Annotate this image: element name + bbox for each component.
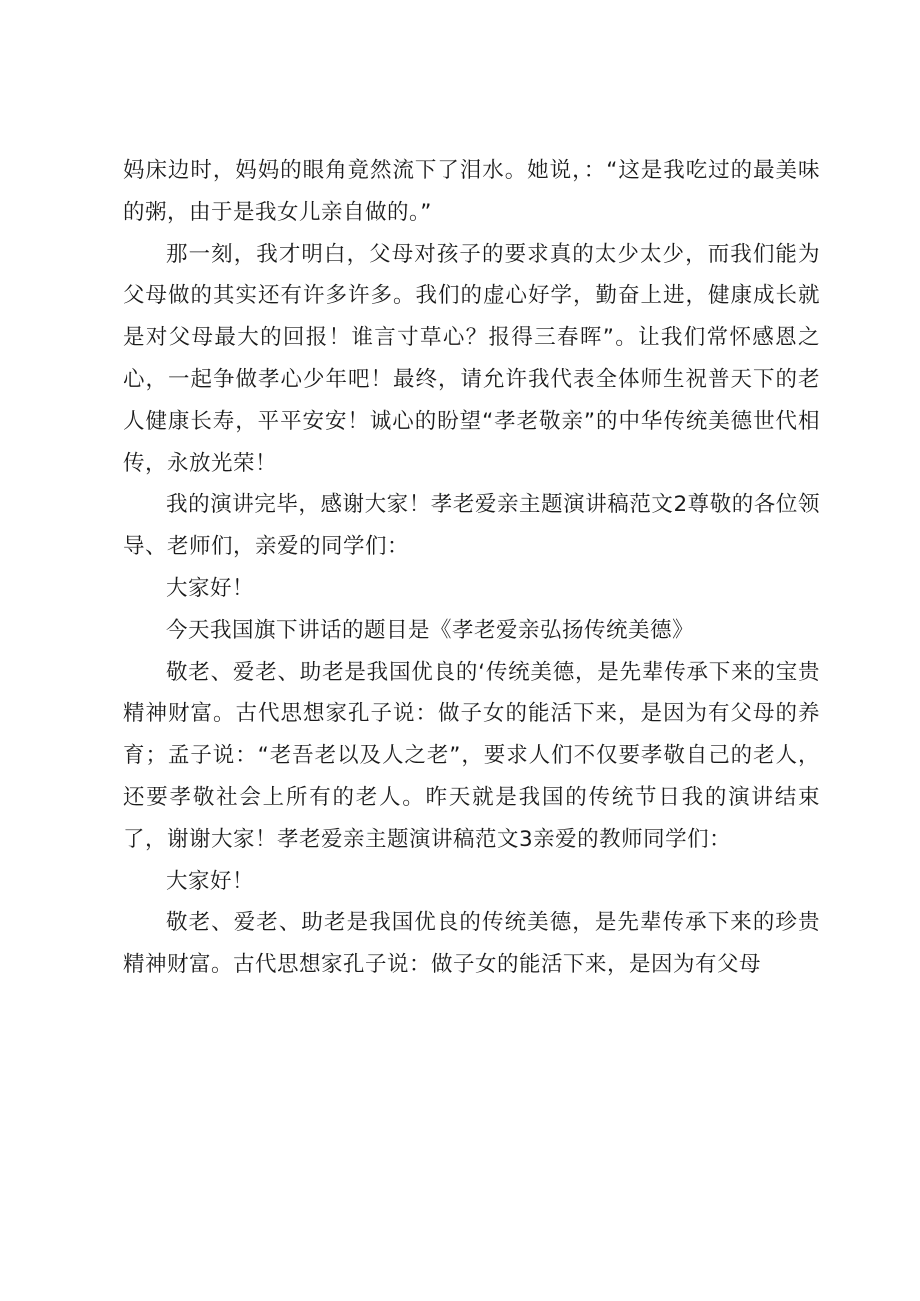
- paragraph-7: 大家好！: [166, 868, 255, 894]
- document-body: [123, 150, 820, 986]
- paragraph-6: 敬老、爱老、助老是我国优良的‘传统美德，是先辈传承下来的宝贵精神财富。古代思想家孔子说：做子女的能活下来，是因为有父母的养育；孟子说：“老吾老以及人之老”，要求人们不仅要孝敬自己的老人，还要孝敬社会上所有的老人。昨天就是我国的传统节日我的演讲结束了，谢谢大家！孝老爱亲主题演讲稿范文3亲爱的教师同学们：: [123, 659, 820, 852]
- paragraph-3: 我的演讲完毕，感谢大家！孝老爱亲主题演讲稿范文2尊敬的各位领导、老师们，亲爱的同学们：: [123, 492, 820, 560]
- paragraph-5: 今天我国旗下讲话的题目是《孝老爱亲弘扬传统美德》: [166, 617, 695, 643]
- paragraph-1: 妈床边时，妈妈的眼角竟然流下了泪水。她说，：“这是我吃过的最美味的粥，由于是我女儿亲自做的。”: [123, 158, 820, 225]
- paragraph-4: 大家好！: [166, 575, 255, 601]
- paragraph-2: 那一刻，我才明白，父母对孩子的要求真的太少太少，而我们能为父母做的其实还有许多许多。我们的虚心好学，勤奋上进，健康成长就是对父母最大的回报！谁言寸草心？报得三春晖”。让我们常怀感恩之心，一起争做孝心少年吧！最终，请允许我代表全体师生祝普天下的老人健康长寿，平平安安！诚心的盼望“孝老敬亲”的中华传统美德世代相传，永放光荣！: [123, 241, 820, 476]
- paragraph-8: 敬老、爱老、助老是我国优良的传统美德，是先辈传承下来的珍贵精神财富。古代思想家孔子说：做子女的能活下来，是因为有父母: [123, 910, 820, 978]
